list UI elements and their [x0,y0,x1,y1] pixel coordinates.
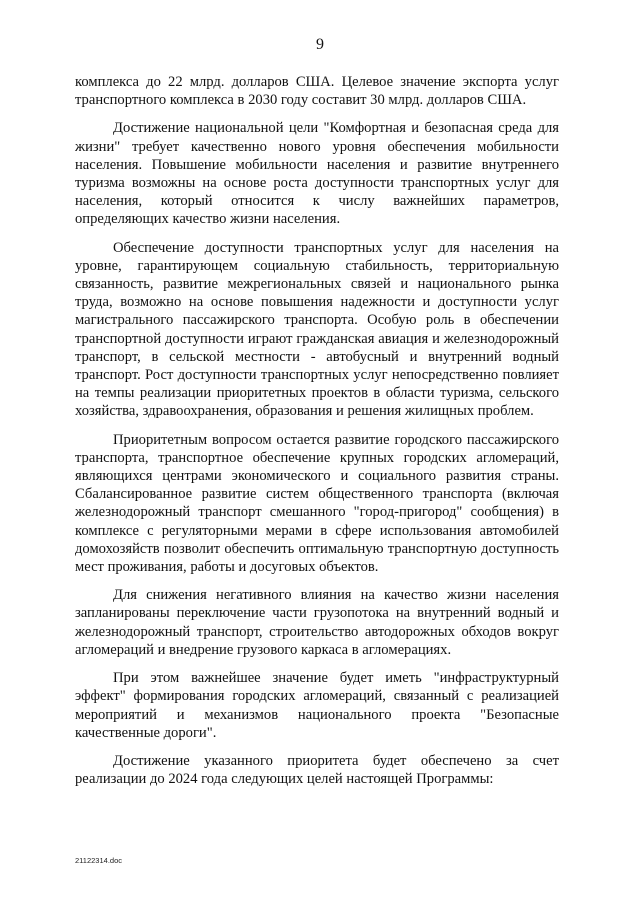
paragraph-freight-diversion: Для снижения негативного влияния на качество жизни населения запланированы переключение части грузопотока на внутренний водный и железнодорожный транспорт, строительство автодорожных обходов вокруг агломераций и внедрение грузового каркаса в агломерациях. [75,587,559,658]
paragraph-continuation: комплекса до 22 млрд. долларов США. Целевое значение экспорта услуг транспортного комплекса в 2030 году составит 30 млрд. долларов США. [75,74,559,109]
page-number: 9 [316,36,324,53]
paragraph-transport-accessibility: Обеспечение доступности транспортных услуг для населения на уровне, гарантирующем социальную стабильность, территориальную связанность, развитие межрегиональных связей и национального рынка труда, возможно на основе повышения надежности и доступности услуг магистрального пассажирского транспорта. Особую роль в обеспечении транспортной доступности играют гражданская авиация и железнодорожный транспорт, в сельской местности - автобусный и внутренний водный транспорт. Рост доступности транспортных услуг непосредственно повлияет на темпы реализации приоритетных проектов в области туризма, сельского хозяйства, здравоохранения, образования и решения жилищных проблем. [75,239,559,420]
document-body [75,73,559,798]
paragraph-urban-transport: Приоритетным вопросом остается развитие городского пассажирского транспорта, транспортное обеспечение крупных городских агломераций, являющихся центрами экономического и социального развития страны. Сбалансированное развитие систем общественного транспорта (включая железнодорожный транспорт смешанного "город-пригород" сообщения) в комплексе с регуляторными мерами в сфере использования автомобилей домохозяйств позволит обеспечить оптимальную транспортную доступность мест проживания, работы и досуговых объектов. [75,431,559,576]
paragraph-program-goals: Достижение указанного приоритета будет обеспечено за счет реализации до 2024 года следующих целей настоящей Программы: [75,752,559,788]
footer-document-code: 21122314.doc [75,856,122,865]
paragraph-infrastructure-effect: При этом важнейшее значение будет иметь "инфраструктурный эффект" формирования городских агломераций, связанный с реализацией мероприятий и механизмов национального проекта "Безопасные качественные дороги". [75,670,559,741]
paragraph-comfortable-environment: Достижение национальной цели "Комфортная и безопасная среда для жизни" требует качественно нового уровня обеспечения мобильности населения. Повышение мобильности населения и развитие внутреннего туризма возможны на основе роста доступности транспортных услуг для населения, который относится к числу важнейших параметров, определяющих качество жизни населения. [75,120,559,228]
